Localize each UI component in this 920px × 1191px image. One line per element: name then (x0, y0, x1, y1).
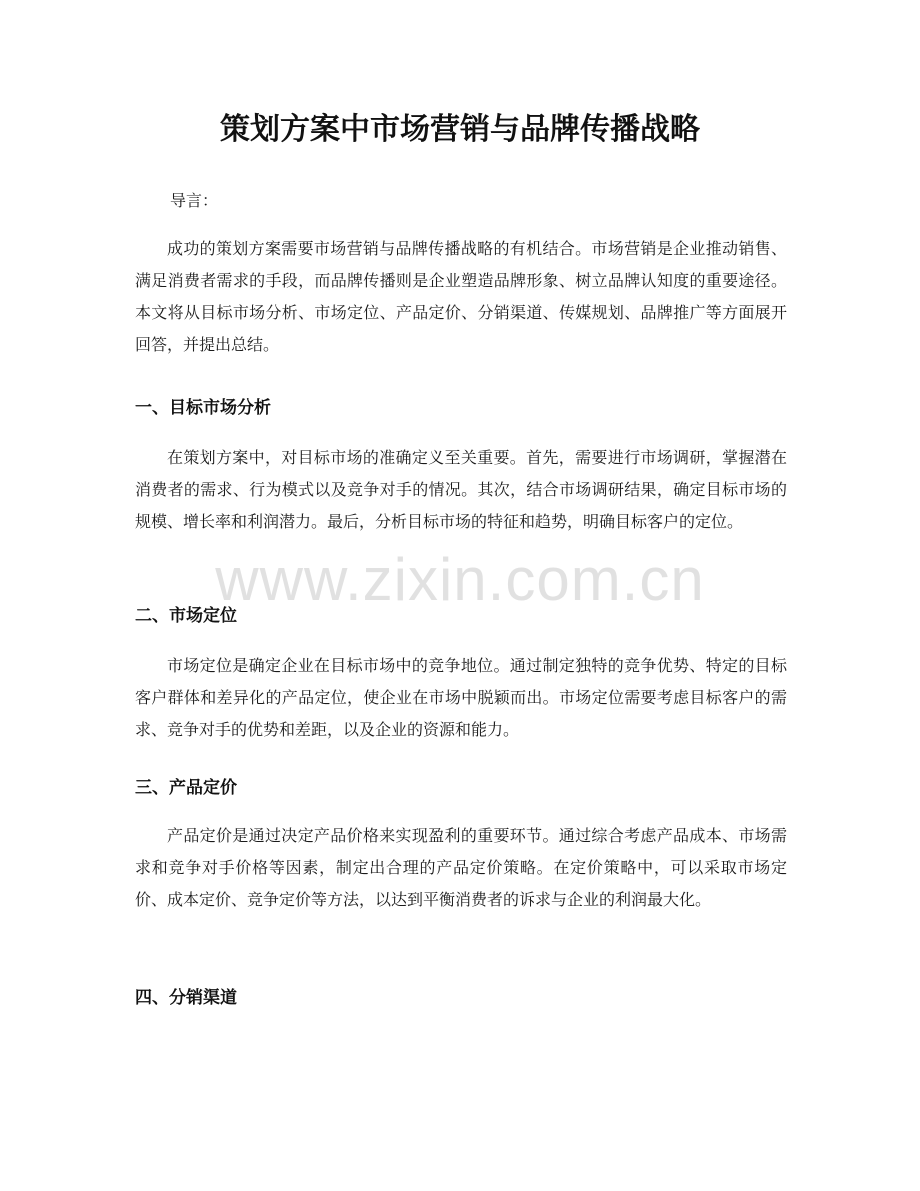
section-heading-positioning: 二、市场定位 (135, 606, 237, 626)
section-heading-target-market: 一、目标市场分析 (135, 398, 271, 418)
intro-label: 导言： (170, 191, 219, 210)
section-body-target-market: 在策划方案中，对目标市场的准确定义至关重要。首先，需要进行市场调研，掌握潜在消费者的需求、行为模式以及竞争对手的情况。其次，结合市场调研结果，确定目标市场的规模、增长率和利润潜力。最后，分析目标市场的特征和趋势，明确目标客户的定位。 (135, 448, 787, 531)
section-heading-pricing: 三、产品定价 (135, 778, 237, 798)
section-body-pricing: 产品定价是通过决定产品价格来实现盈利的重要环节。通过综合考虑产品成本、市场需求和竞争对手价格等因素，制定出合理的产品定价策略。在定价策略中，可以采取市场定价、成本定价、竞争定价等方法，以达到平衡消费者的诉求与企业的利润最大化。 (135, 826, 787, 909)
section-heading-distribution: 四、分销渠道 (135, 988, 237, 1008)
section-body-positioning: 市场定位是确定企业在目标市场中的竞争地位。通过制定独特的竞争优势、特定的目标客户群体和差异化的产品定位，使企业在市场中脱颖而出。市场定位需要考虑目标客户的需求、竞争对手的优势和差距，以及企业的资源和能力。 (135, 656, 787, 739)
document-title: 策划方案中市场营销与品牌传播战略 (220, 112, 700, 147)
watermark: www.zixin.com.cn (215, 546, 705, 613)
intro-paragraph: 成功的策划方案需要市场营销与品牌传播战略的有机结合。市场营销是企业推动销售、满足消费者需求的手段，而品牌传播则是企业塑造品牌形象、树立品牌认知度的重要途径。本文将从目标市场分析、市场定位、产品定价、分销渠道、传媒规划、品牌推广等方面展开回答，并提出总结。 (135, 239, 787, 354)
